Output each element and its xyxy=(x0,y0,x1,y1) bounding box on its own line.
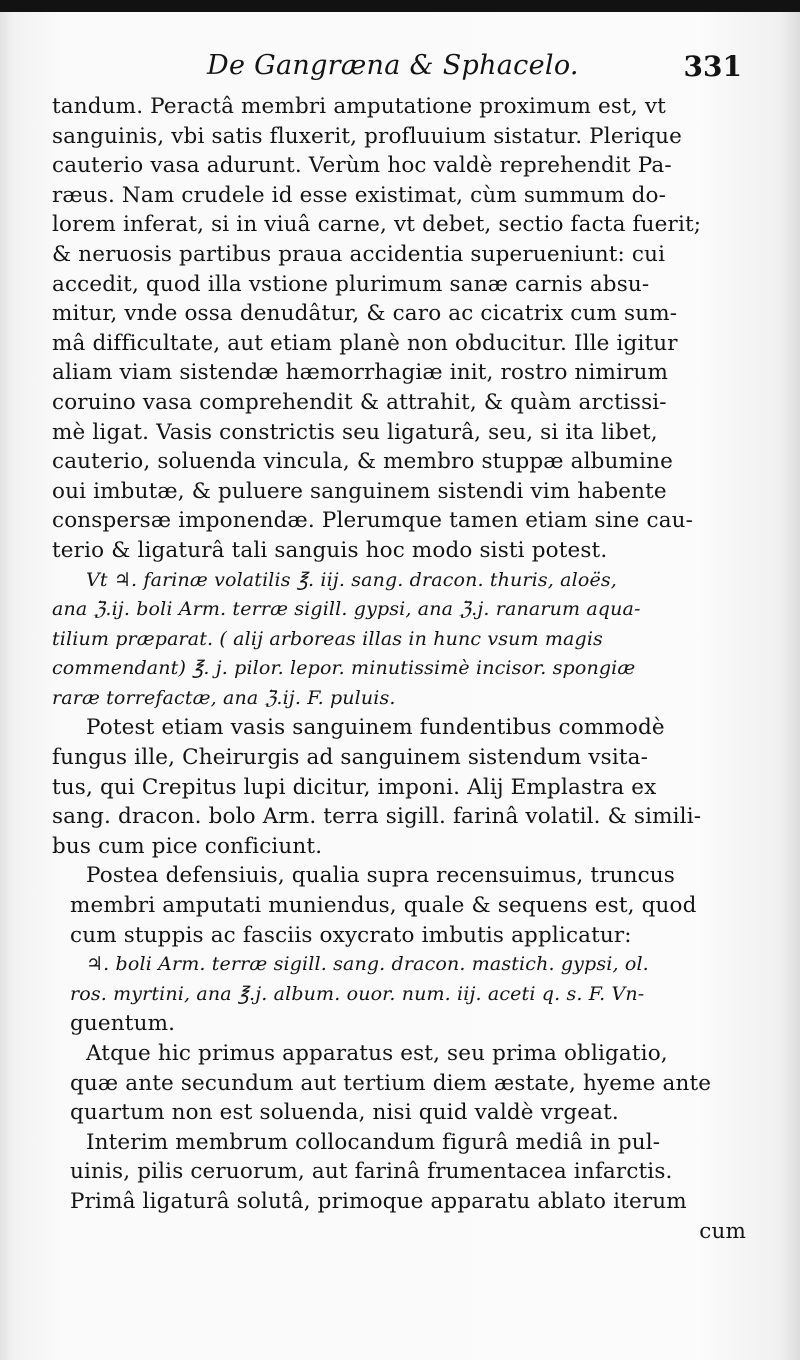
text-line: & neruosis partibus praua accidentia superueniunt: cui xyxy=(52,241,666,267)
text-line: cauterio, soluenda vincula, & membro stuppæ albumine xyxy=(52,449,673,475)
recipe-line: commendant) ℥. j. pilor. lepor. minutissimè incisor. spongiæ xyxy=(52,657,636,680)
text-line: bus cum pice conficiunt. xyxy=(52,833,323,859)
text-line: ræus. Nam crudele id esse existimat, cùm summum do- xyxy=(52,182,667,208)
recipe-line: tilium præparat. ( alij arboreas illas in hunc vsum magis xyxy=(52,627,603,650)
text-line: quæ ante secundum aut tertium diem æstate, hyeme ante xyxy=(70,1070,712,1096)
paragraph-start-line: Postea defensiuis, qualia supra recensuimus, truncus xyxy=(86,863,675,889)
text-line: tandum. Peractâ membri amputatione proximum est, vt xyxy=(52,94,666,119)
running-head xyxy=(52,44,748,92)
text-line: aliam viam sistendæ hæmorrhagiæ init, rostro nimirum xyxy=(52,360,669,386)
text-line: guentum. xyxy=(70,1011,176,1037)
text-line: mè ligat. Vasis constrictis seu ligaturâ, seu, si ita libet, xyxy=(52,419,658,445)
paragraph-start-line: Interim membrum collocandum figurâ mediâ in pul- xyxy=(86,1129,661,1155)
scan-edge xyxy=(0,0,800,12)
text-line: conspersæ imponendæ. Plerumque tamen etiam sine cau- xyxy=(52,508,694,534)
catchword: cum xyxy=(699,1218,746,1244)
text-line: accedit, quod illa vstione plurimum sanæ carnis absu- xyxy=(52,271,650,297)
text-line: cauterio vasa adurunt. Verùm hoc valdè reprehendit Pa- xyxy=(52,153,672,179)
page-number: 331 xyxy=(683,50,742,83)
text-line: mâ difficultate, aut etiam planè non obducitur. Ille igitur xyxy=(52,330,678,356)
running-title: De Gangræna & Sphacelo. xyxy=(207,50,579,81)
paragraph-start-line: Atque hic primus apparatus est, seu prima obligatio, xyxy=(86,1041,668,1066)
text-line: fungus ille, Cheirurgis ad sanguinem sistendum vsita- xyxy=(52,745,649,771)
recipe-line: Vt ♃. farinæ volatilis ℥. iij. sang. dracon. thuris, aloës, xyxy=(86,568,617,591)
recipe-line: ros. myrtini, ana ℥.j. album. ouor. num. iij. aceti q. s. F. Vn- xyxy=(70,982,645,1005)
text-line: sang. dracon. bolo Arm. terra sigill. farinâ volatil. & simili- xyxy=(52,804,702,830)
text-line: sanguinis, vbi satis fluxerit, profluuium sistatur. Plerique xyxy=(52,123,682,149)
text-line: lorem inferat, si in viuâ carne, vt debet, sectio facta fuerit; xyxy=(52,212,702,238)
text-line: coruino vasa comprehendit & attrahit, & quàm arctissi- xyxy=(52,389,667,415)
text-line: cum stuppis ac fasciis oxycrato imbutis applicatur: xyxy=(70,922,632,948)
paragraph-start-line: Potest etiam vasis sanguinem fundentibus commodè xyxy=(86,715,665,741)
recipe-line: ♃. boli Arm. terræ sigill. sang. dracon. mastich. gypsi, ol. xyxy=(86,953,649,976)
text-line: terio & ligaturâ tali sanguis hoc modo sisti potest. xyxy=(52,537,608,563)
text-line: membri amputati muniendus, quale & sequens est, quod xyxy=(70,893,697,919)
text-line: Primâ ligaturâ solutâ, primoque apparatu ablato iterum xyxy=(70,1188,687,1214)
text-line: uinis, pilis ceruorum, aut farinâ frumentacea infarctis. xyxy=(70,1159,673,1185)
text-line: quartum non est soluenda, nisi quid valdè vrgeat. xyxy=(70,1100,619,1126)
recipe-line: ana ℨ.ij. boli Arm. terræ sigill. gypsi, ana ℨ.j. ranarum aqua- xyxy=(52,598,641,621)
recipe-line: raræ torrefactæ, ana ℨ.ij. F. puluis. xyxy=(52,686,396,709)
text-line: tus, qui Crepitus lupi dicitur, imponi. Alij Emplastra ex xyxy=(52,774,657,800)
text-line: mitur, vnde ossa denudâtur, & caro ac cicatrix cum sum- xyxy=(52,301,678,327)
text-line: oui imbutæ, & puluere sanguinem sistendi vim habente xyxy=(52,478,667,504)
page-text xyxy=(52,44,748,1246)
